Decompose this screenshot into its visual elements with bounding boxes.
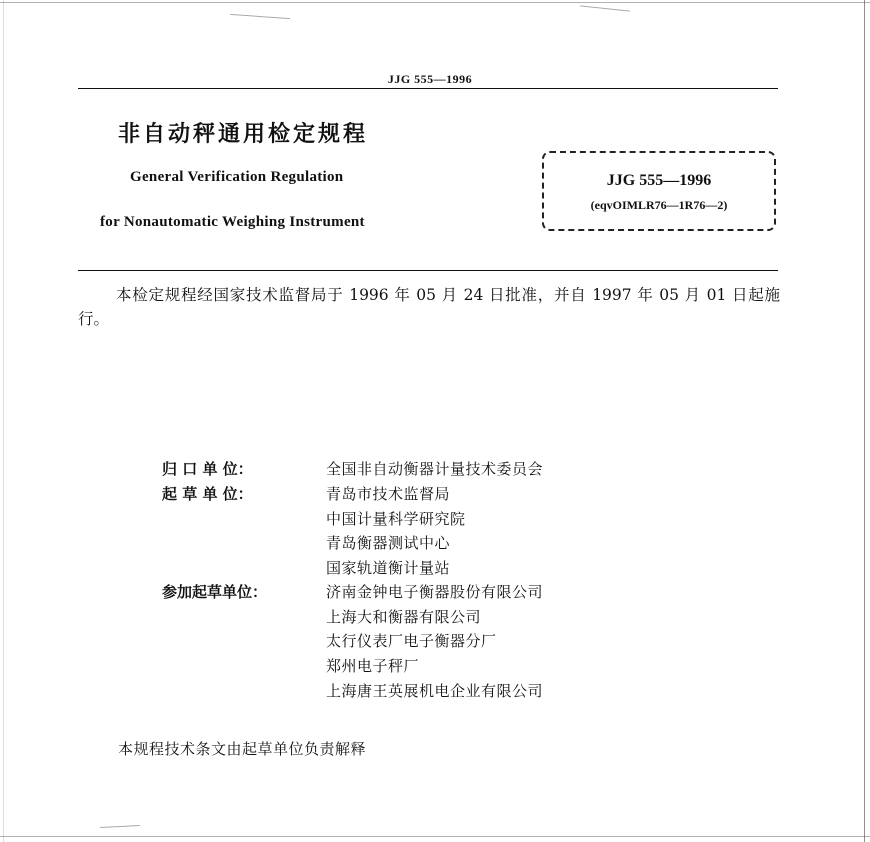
header-standard-code: JJG 555—1996 (387, 72, 473, 86)
scan-edge-left (3, 0, 4, 842)
participating-unit-name: 上海唐王英展机电企业有限公司 (326, 682, 544, 700)
title-english-line1: General Verification Regulation (130, 169, 344, 185)
approval-statement: 本检定规程经国家技术监督局于 1996 年 05 月 24 日批准，并自 1997 年 05 月 01 日起施行。 (78, 286, 780, 328)
participating-unit-name: 济南金钟电子衡器股份有限公司 (326, 583, 544, 601)
title-english-line2: for Nonautomatic Weighing Instrument (100, 214, 365, 230)
responsible-unit-name: 全国非自动衡器计量技术委员会 (326, 460, 544, 478)
scan-artifact (100, 825, 140, 828)
drafting-unit-name: 国家轨道衡计量站 (326, 559, 451, 577)
participating-unit-name: 太行仪表厂电子衡器分厂 (326, 632, 497, 650)
responsible-unit-label: 归 口 单 位： (162, 460, 253, 478)
code-box-equivalent: (eqvOIMLR76—1R76—2) (590, 198, 728, 212)
participating-unit-label: 参加起草单位： (162, 583, 268, 601)
drafting-unit-label: 起 草 单 位： (162, 485, 253, 503)
scan-edge-top (0, 2, 870, 3)
drafting-unit-name: 青岛市技术监督局 (326, 485, 451, 503)
section-rule (78, 270, 778, 271)
participating-unit-name: 上海大和衡器有限公司 (326, 608, 482, 626)
scan-edge-right (864, 0, 865, 842)
standard-code-box (542, 151, 776, 231)
scan-artifact (230, 14, 290, 19)
header-rule (78, 88, 778, 89)
title-chinese: 非自动秤通用检定规程 (118, 122, 369, 147)
code-box-code: JJG 555—1996 (606, 172, 712, 189)
participating-unit-name: 郑州电子秤厂 (326, 657, 420, 675)
scan-edge-bottom (0, 836, 870, 837)
scan-artifact (580, 5, 630, 11)
interpretation-note: 本规程技术条文由起草单位负责解释 (118, 740, 367, 758)
drafting-unit-name: 中国计量科学研究院 (326, 510, 466, 528)
drafting-unit-name: 青岛衡器测试中心 (326, 534, 451, 552)
